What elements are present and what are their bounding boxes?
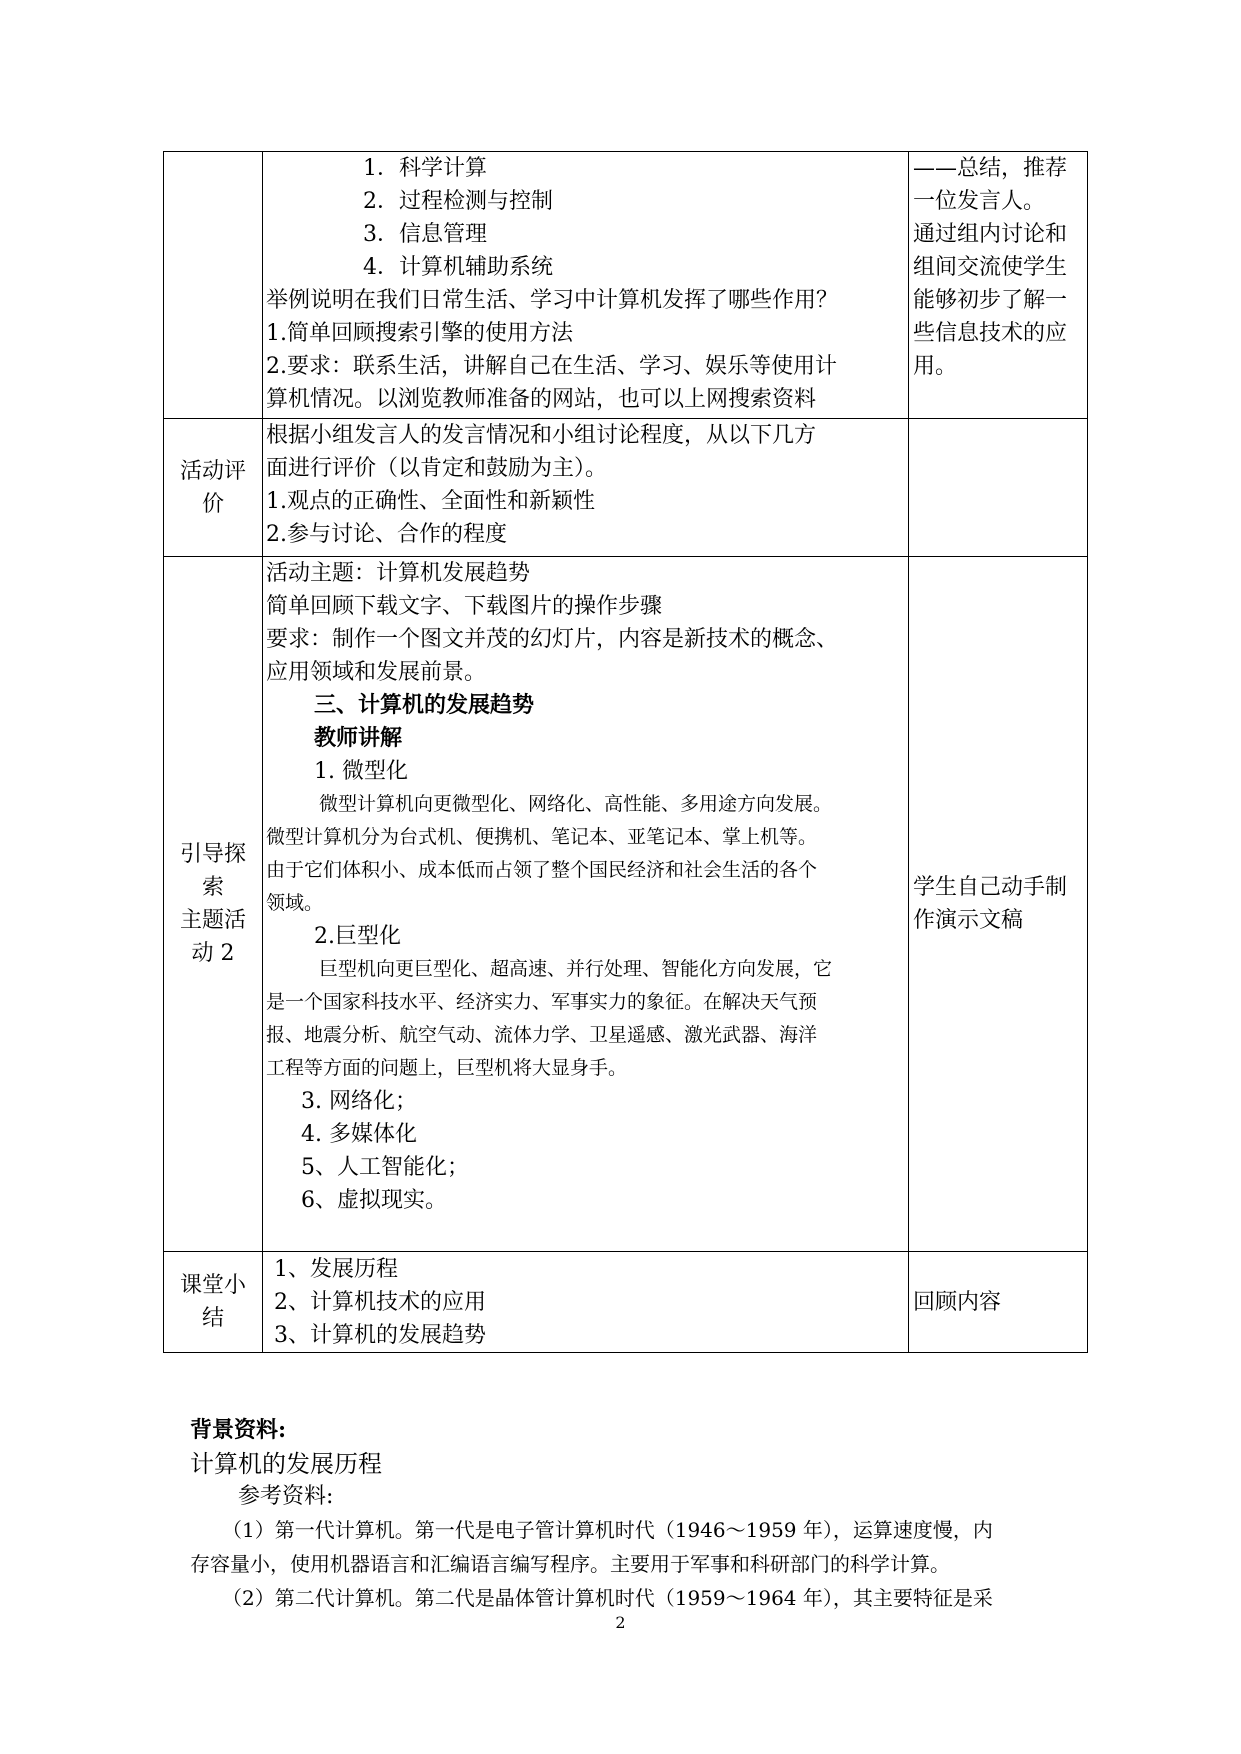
row-label xyxy=(164,1252,263,1353)
content-line: 1.简单回顾搜索引擎的使用方法 xyxy=(266,321,573,346)
item-text: 巨型机向更巨型化、超高速、并行处理、智能化方向发展，它 xyxy=(319,958,833,980)
note-line: 些信息技术的应 xyxy=(913,321,1068,346)
background-section xyxy=(190,1413,1070,1615)
item-text: 微型计算机向更微型化、网络化、高性能、多用途方向发展。 xyxy=(319,793,833,815)
note-line: ——总结，推荐 xyxy=(913,156,1068,181)
table-row xyxy=(164,1252,1088,1353)
paragraph-line: （2）第二代计算机。第二代是晶体管计算机时代（1959～1964 年），其主要特征是采 xyxy=(222,1586,993,1610)
item-text: 工程等方面的问题上，巨型机将大显身手。 xyxy=(266,1057,628,1079)
list-item: 4. 多媒体化 xyxy=(301,1122,417,1147)
content-line: 活动主题：计算机发展趋势 xyxy=(266,561,531,586)
content-line: 2.参与讨论、合作的程度 xyxy=(266,522,507,547)
note-line: 能够初步了解一 xyxy=(913,288,1068,313)
list-item: 3、计算机的发展趋势 xyxy=(274,1322,486,1348)
note-line: 一位发言人。 xyxy=(913,189,1046,214)
reference-label: 参考资料: xyxy=(238,1484,334,1509)
content-line: 1.观点的正确性、全面性和新颖性 xyxy=(266,489,595,514)
row-label xyxy=(164,557,263,1252)
content-line: 面进行评价（以肯定和鼓励为主）。 xyxy=(266,456,608,481)
section-heading: 三、计算机的发展趋势 xyxy=(314,692,535,718)
row-content xyxy=(263,419,909,557)
row-notes xyxy=(909,557,1088,1252)
content-line: 2.要求：联系生活，讲解自己在生活、学习、娱乐等使用计 xyxy=(266,354,837,379)
item-text: 由于它们体积小、成本低而占领了整个国民经济和社会生活的各个 xyxy=(266,859,818,881)
content-line: 要求：制作一个图文并茂的幻灯片，内容是新技术的概念、 xyxy=(266,627,839,652)
list-item: 2．过程检测与控制 xyxy=(363,189,553,214)
label-line: 结 xyxy=(201,1306,224,1331)
content-line: 应用领域和发展前景。 xyxy=(266,660,487,685)
list-item: 4．计算机辅助系统 xyxy=(363,255,553,280)
list-item: 3. 网络化； xyxy=(301,1089,417,1114)
table-row xyxy=(164,557,1088,1252)
note-line: 作演示文稿 xyxy=(913,908,1024,933)
list-item: 1、发展历程 xyxy=(274,1256,398,1282)
label-line: 课堂小 xyxy=(179,1273,246,1298)
item-text: 是一个国家科技水平、经济实力、军事实力的象征。在解决天气预 xyxy=(266,991,818,1013)
item-text: 领域。 xyxy=(266,892,324,914)
lesson-plan-table xyxy=(163,151,1088,1353)
item-text: 微型计算机分为台式机、便携机、笔记本、亚笔记本、掌上机等。 xyxy=(266,826,818,848)
row-notes xyxy=(909,1252,1088,1353)
paragraph-line: 存容量小，使用机器语言和汇编语言编写程序。主要用于军事和科研部门的科学计算。 xyxy=(190,1552,950,1576)
background-title: 背景资料: xyxy=(190,1417,287,1443)
row-content xyxy=(263,557,909,1252)
row-content xyxy=(263,1252,909,1353)
item-title: 1. 微型化 xyxy=(314,759,408,784)
row-content xyxy=(263,152,909,419)
note-line: 学生自己动手制 xyxy=(913,875,1068,900)
content-line: 举例说明在我们日常生活、学习中计算机发挥了哪些作用？ xyxy=(266,288,839,313)
content-line: 简单回顾下载文字、下载图片的操作步骤 xyxy=(266,594,663,619)
paragraph-line: （1）第一代计算机。第一代是电子管计算机时代（1946～1959 年），运算速度慢，内 xyxy=(222,1518,993,1542)
item-text: 报、地震分析、航空气动、流体力学、卫星遥感、激光武器、海洋 xyxy=(266,1024,818,1046)
label-line: 索 xyxy=(201,875,224,900)
label-line: 引导探 xyxy=(179,842,246,867)
page-number: 2 xyxy=(615,1613,626,1632)
note-line: 组间交流使学生 xyxy=(913,255,1068,280)
item-title: 2.巨型化 xyxy=(314,924,401,949)
row-label xyxy=(164,152,263,419)
background-subtitle: 计算机的发展历程 xyxy=(190,1450,382,1478)
label-line: 价 xyxy=(201,491,224,517)
label-line: 动 2 xyxy=(191,941,235,966)
list-item: 1．科学计算 xyxy=(363,156,487,181)
row-notes xyxy=(909,419,1088,557)
table-row xyxy=(164,152,1088,419)
table-row xyxy=(164,419,1088,557)
row-notes xyxy=(909,152,1088,419)
list-item: 2、计算机技术的应用 xyxy=(274,1289,486,1315)
list-item: 5、人工智能化； xyxy=(301,1155,469,1180)
note-line: 通过组内讨论和 xyxy=(913,222,1068,247)
row-label xyxy=(164,419,263,557)
content-line: 根据小组发言人的发言情况和小组讨论程度，从以下几方 xyxy=(266,423,817,448)
label-line: 活动评 xyxy=(179,458,246,484)
content-line: 算机情况。以浏览教师准备的网站，也可以上网搜索资料 xyxy=(266,387,817,412)
list-item: 6、虚拟现实。 xyxy=(301,1188,447,1213)
list-item: 3．信息管理 xyxy=(363,222,487,247)
note-line: 用。 xyxy=(913,354,958,379)
note-line: 回顾内容 xyxy=(913,1289,1002,1315)
section-subheading: 教师讲解 xyxy=(314,725,403,751)
label-line: 主题活 xyxy=(179,908,246,933)
